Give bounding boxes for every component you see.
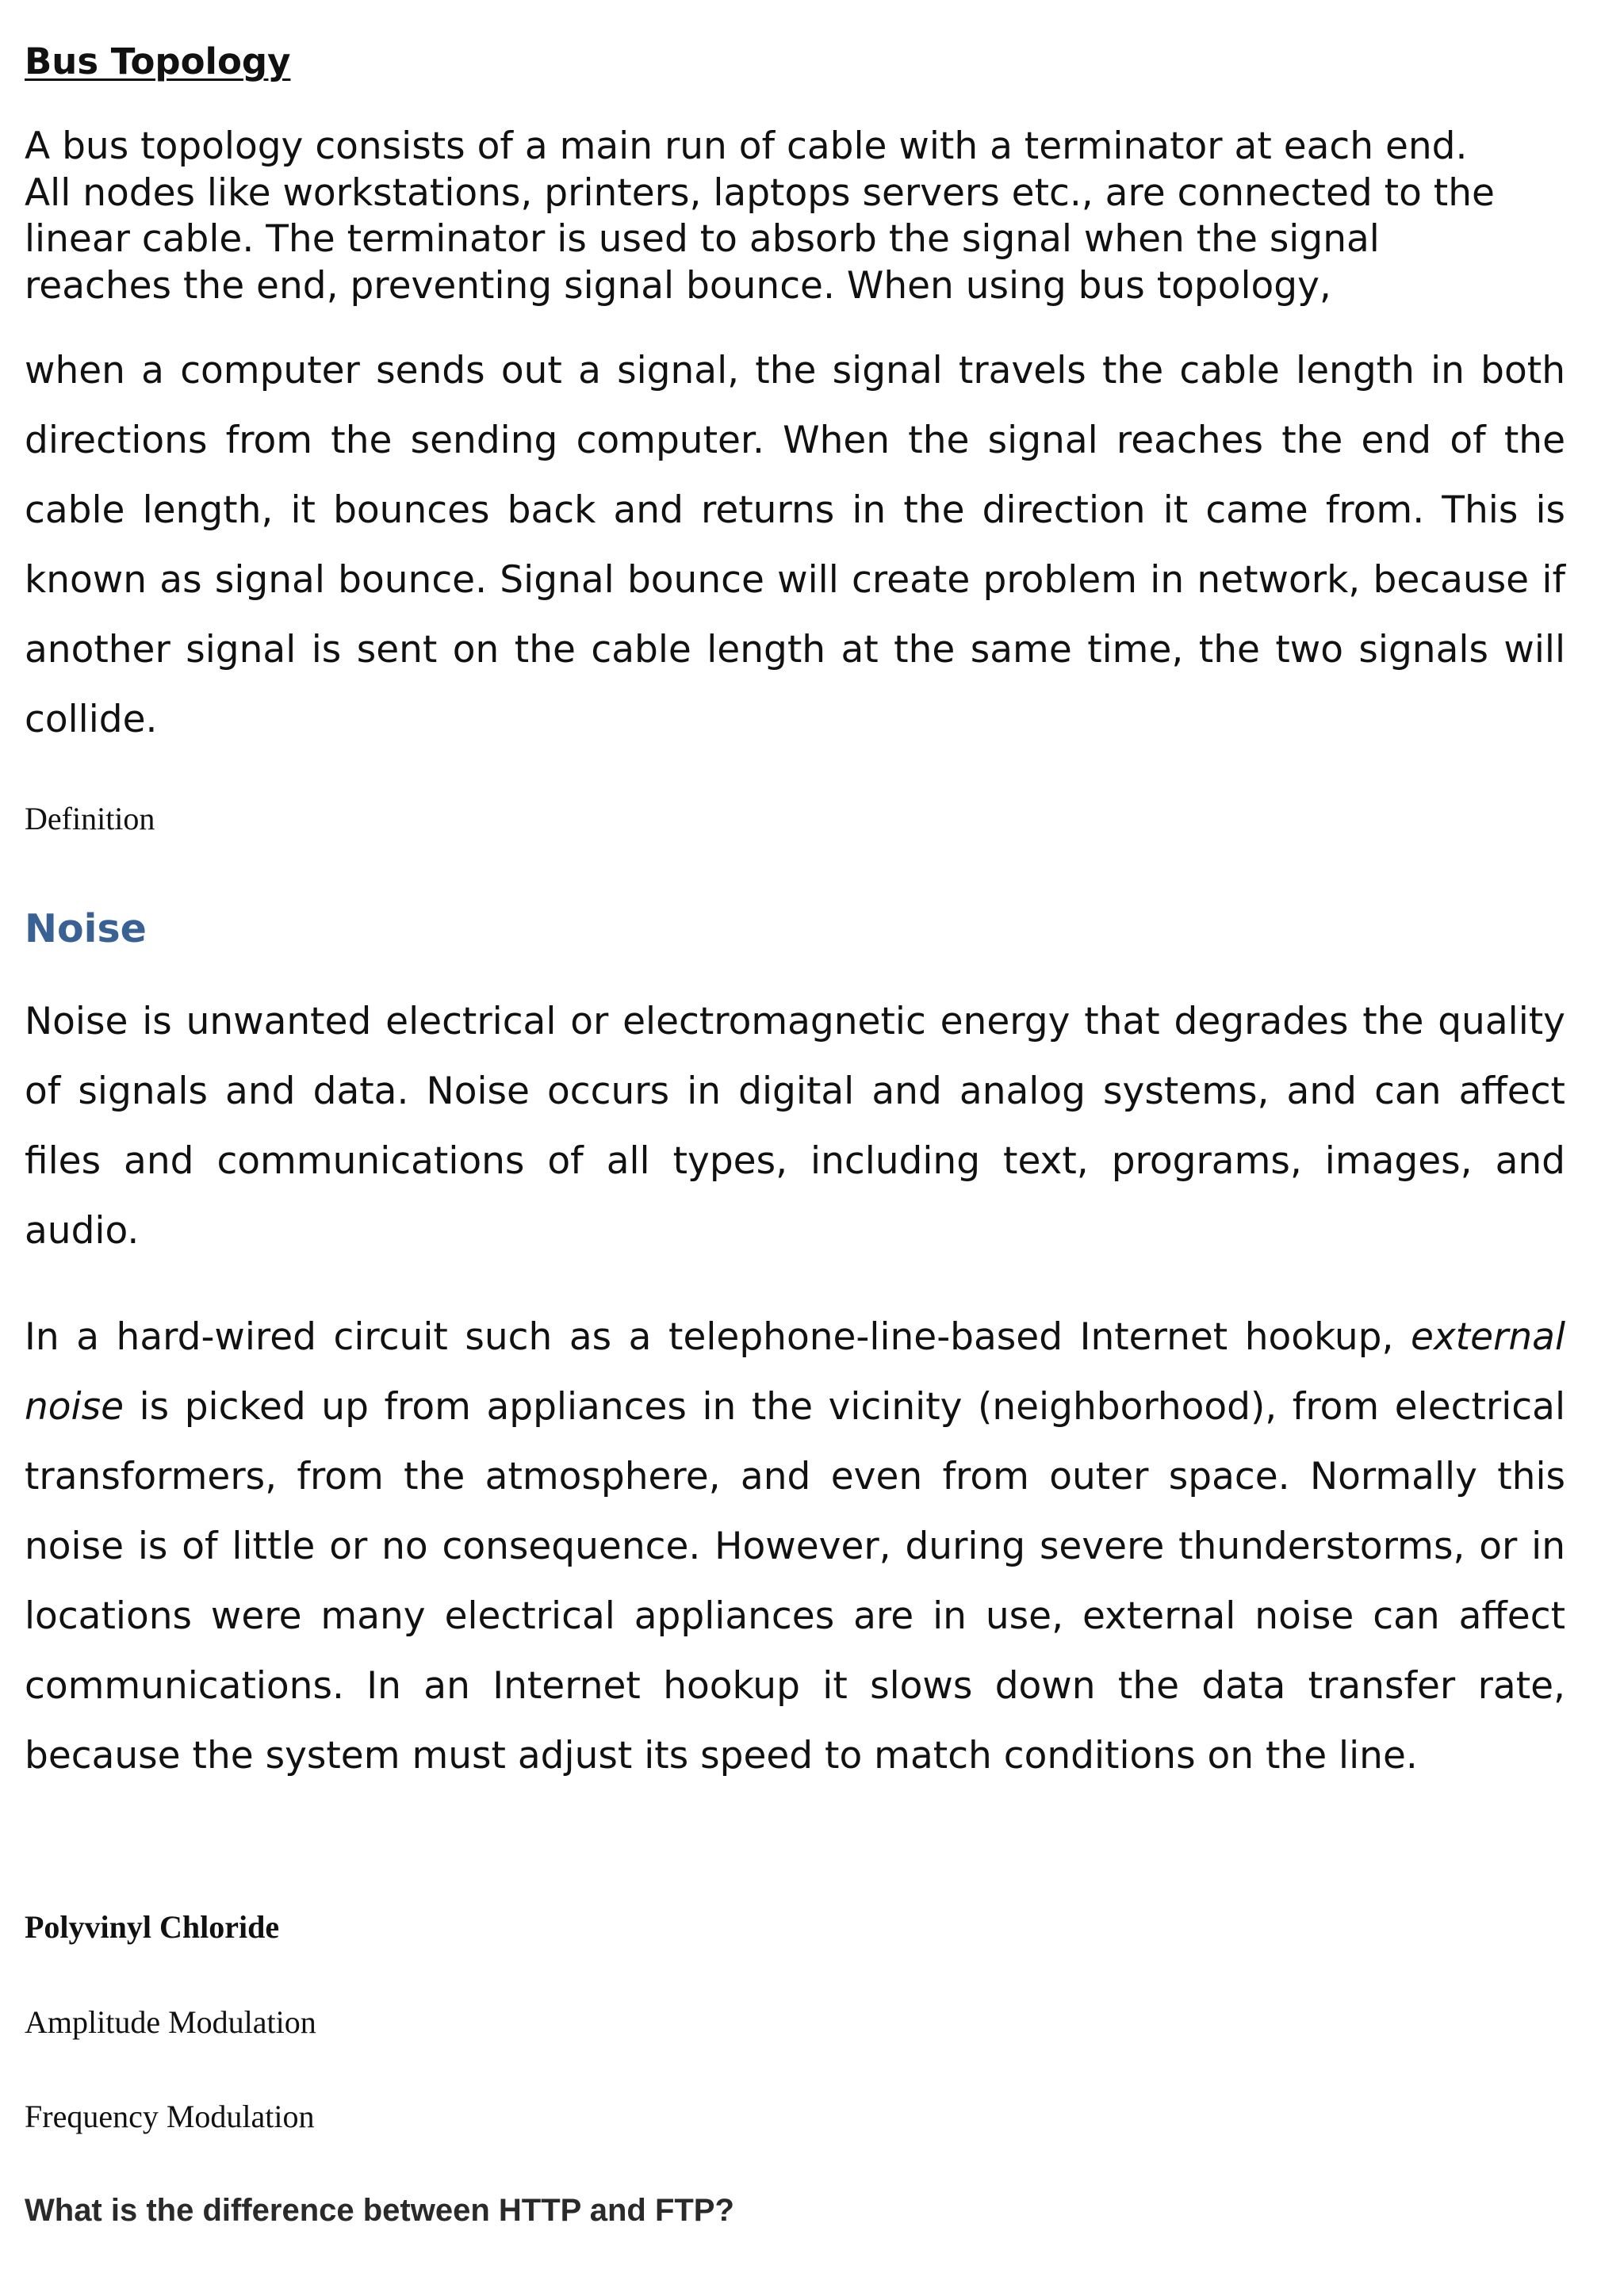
external-noise-paragraph-rest: is picked up from appliances in the vicinity (neighborhood), from electrical transformers, from the atmosphere, and even from outer space. Normally this noise is of little or no consequence. However, during severe thunderstorms, or in locations were many electrical appliances are in use, external noise can affect communications. In an Internet hookup it slows down the data transfer rate, because the system must adjust its speed to match conditions on the line.	[25, 1385, 1565, 1777]
http-ftp-question: What is the difference between HTTP and FTP?	[25, 2193, 734, 2228]
external-noise-term: external noise	[25, 1315, 1565, 1429]
signal-bounce-paragraph: when a computer sends out a signal, the signal travels the cable length in both directions from the sending computer. When the signal reaches the end of the cable length, it bounces back and returns in the direction it came from. This is known as signal bounce. Signal bounce will create problem in network, because if another signal is sent on the cable length at the same time, the two signals will collide.	[25, 349, 1565, 741]
amplitude-modulation-term: Amplitude Modulation	[25, 2004, 316, 2040]
noise-definition-paragraph: Noise is unwanted electrical or electromagnetic energy that degrades the quality of signals and data. Noise occurs in digital and analog systems, and can affect files and communications of all types, including text, programs, images, and audio.	[25, 1000, 1565, 1253]
external-noise-paragraph-start: In a hard-wired circuit such as a telephone-line-based Internet hookup,	[25, 1315, 1411, 1359]
noise-heading: Noise	[25, 906, 147, 951]
external-noise-paragraph	[25, 1303, 1565, 1791]
bus-topology-heading: Bus Topology	[25, 40, 291, 82]
frequency-modulation-term: Frequency Modulation	[25, 2099, 315, 2134]
polyvinyl-chloride-term: Polyvinyl Chloride	[25, 1909, 280, 1945]
bus-topology-intro-paragraph: A bus topology consists of a main run of cable with a terminator at each end. All nodes like workstations, printers, laptops servers etc., are connected to the linear cable. The terminator is used to absorb the signal when the signal reaches the end, preventing signal bounce. When using bus topology,	[25, 124, 1495, 308]
definition-label: Definition	[25, 801, 155, 836]
